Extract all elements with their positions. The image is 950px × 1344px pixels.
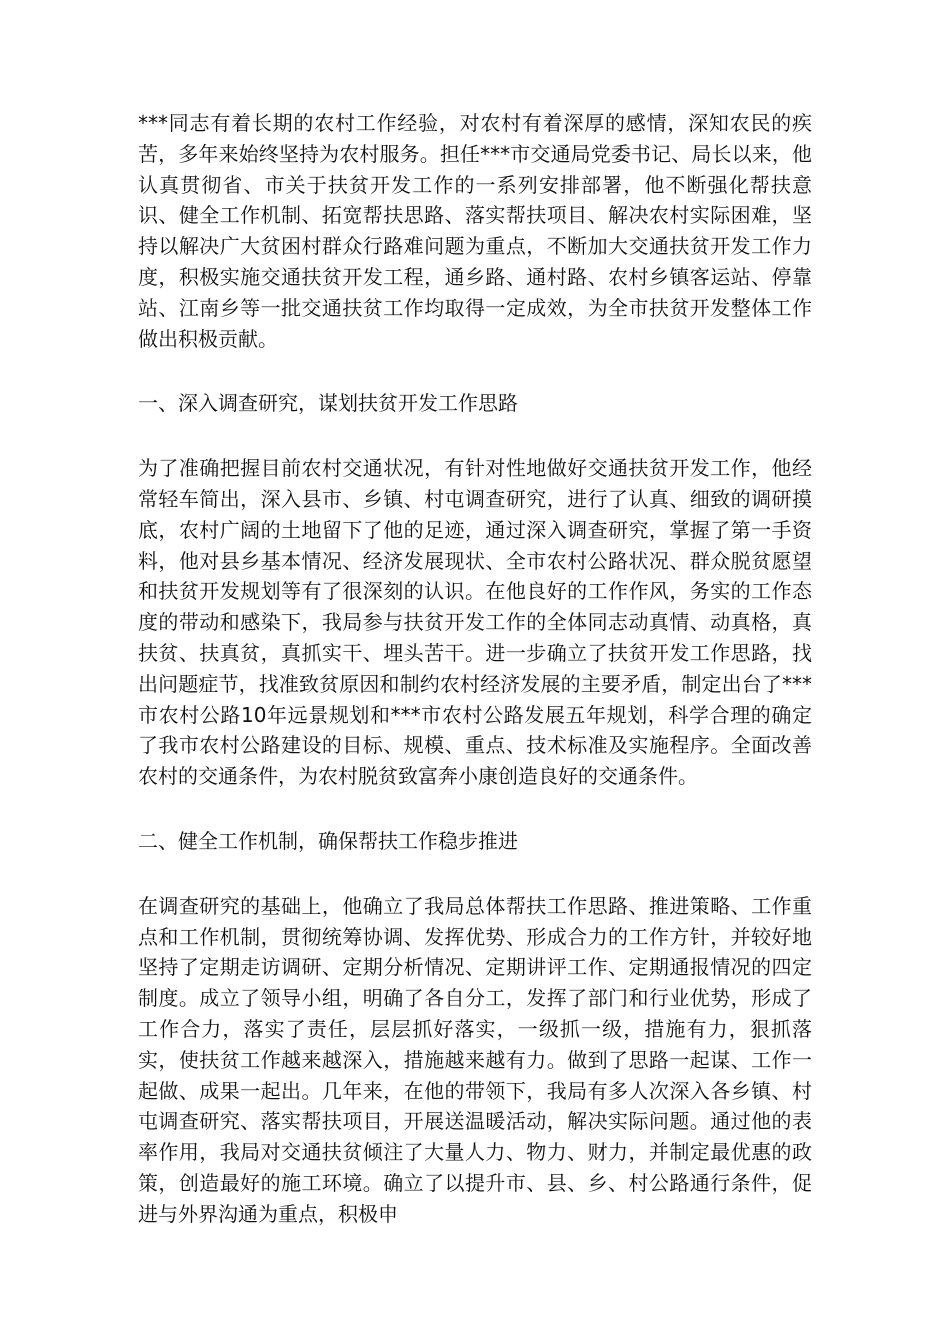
section-heading-2: 二、健全工作机制，确保帮扶工作稳步推进 (138, 828, 518, 853)
section-body-2: 在调查研究的基础上，他确立了我局总体帮扶工作思路、推进策略、工作重点和工作机制，贯彻统筹协调、发挥优势、形成合力的工作方针，并较好地坚持了定期走访调研、定期分析情况、定期讲评工作、定期通报情况的四定制度。成立了领导小组，明确了各自分工，发挥了部门和行业优势，形成了工作合力，落实了责任，层层抓好落实，一级抓一级，措施有力，狠抓落实，使扶贫工作越来越深入，措施越来越有力。做到了思路一起谋、工作一起做、成果一起出。几年来，在他的带领下，我局有多人次深入各乡镇、村屯调查研究、落实帮扶项目，开展送温暖活动，解决实际问题。通过他的表率作用，我局对交通扶贫倾注了大量人力、物力、财力，并制定最优惠的政策，创造最好的施工环境。确立了以提升市、县、乡、村公路通行条件，促进与外界沟通为重点，积极申 (138, 893, 812, 1226)
section-heading-1: 一、深入调查研究，谋划扶贫开发工作思路 (138, 391, 518, 416)
paragraph-spacer (138, 354, 812, 388)
paragraph-spacer (138, 419, 812, 453)
intro-paragraph: ***同志有着长期的农村工作经验，对农村有着深厚的感情，深知农民的疾苦，多年来始终坚持为农村服务。担任***市交通局党委书记、局长以来，他认真贯彻省、市关于扶贫开发工作的一系列安排部署，他不断强化帮扶意识、健全工作机制、拓宽帮扶思路、落实帮扶项目、解决农村实际困难，坚持以解决广大贫困村群众行路难问题为重点，不断加大交通扶贫开发工作力度，积极实施交通扶贫开发工程，通乡路、通村路、农村乡镇客运站、停靠站、江南乡等一批交通扶贫工作均取得一定成效，为全市扶贫开发整体工作做出积极贡献。 (138, 111, 812, 351)
paragraph-spacer (138, 792, 812, 826)
paragraph-spacer (138, 857, 812, 891)
section-body-1: 为了准确把握目前农村交通状况，有针对性地做好交通扶贫开发工作，他经常轻车简出，深入县市、乡镇、村屯调查研究，进行了认真、细致的调研摸底，农村广阔的土地留下了他的足迹，通过深入调查研究，掌握了第一手资料，他对县乡基本情况、经济发展现状、全市农村公路状况、群众脱贫愿望和扶贫开发规划等有了很深刻的认识。在他良好的工作作风，务实的工作态度的带动和感染下，我局参与扶贫开发工作的全体同志动真情、动真格，真扶贫、扶真贫，真抓实干、埋头苦干。进一步确立了扶贫开发工作思路，找出问题症节，找准致贫原因和制约农村经济发展的主要矛盾，制定出台了***市农村公路10年远景规划和***市农村公路发展五年规划，科学合理的确定了我市农村公路建设的目标、规模、重点、技术标准及实施程序。全面改善农村的交通条件，为农村脱贫致富奔小康创造良好的交通条件。 (138, 456, 812, 789)
document-body (138, 108, 812, 1230)
